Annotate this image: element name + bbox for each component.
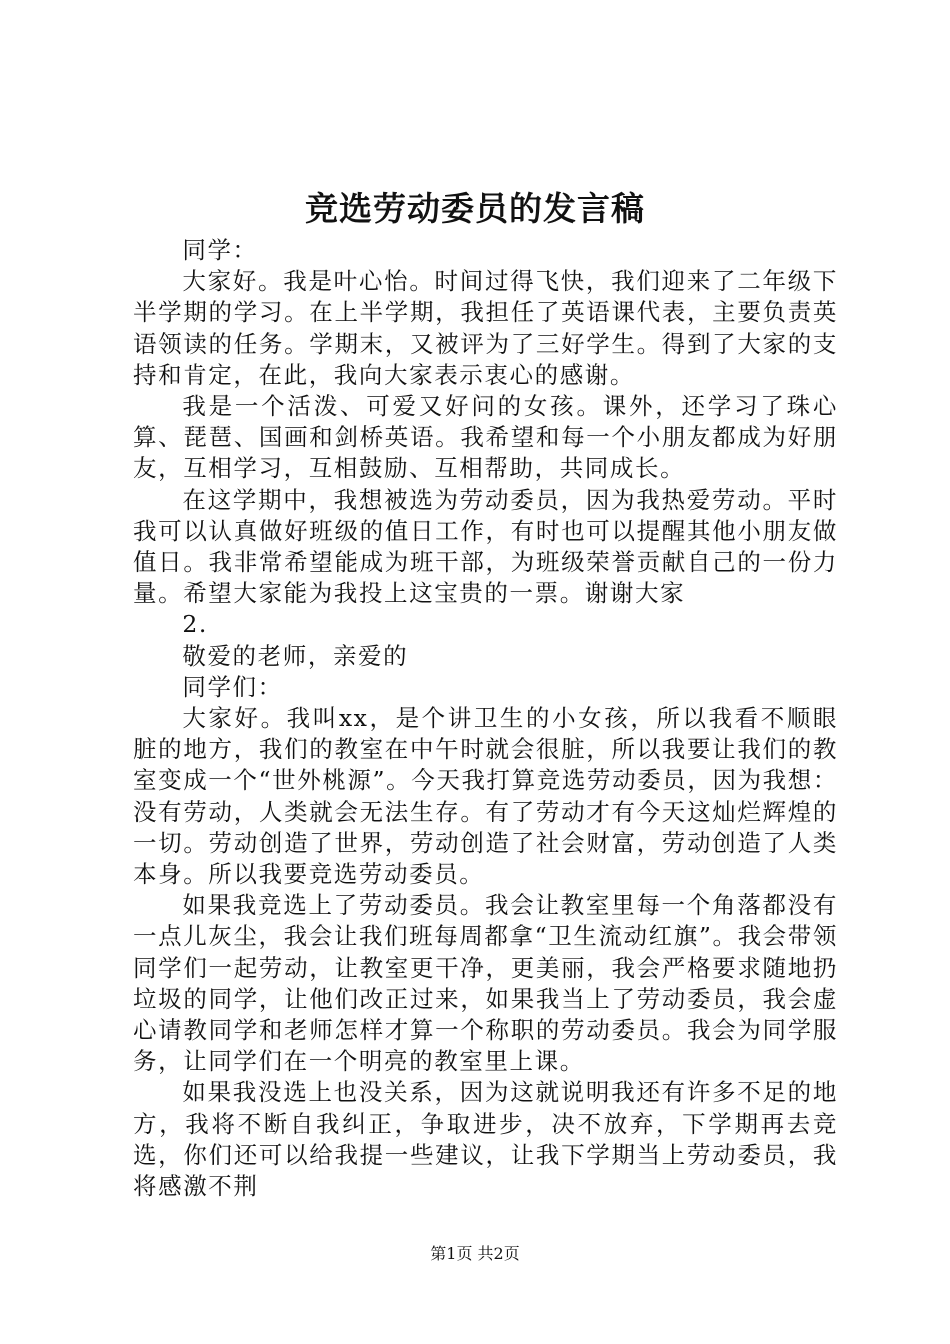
paragraph: 在这学期中，我想被选为劳动委员，因为我热爱劳动。平时我可以认真做好班级的值日工作，有时也可以提醒其他小朋友做值日。我非常希望能成为班干部，为班级荣誉贡献自己的一份力量。希望大家能为我投上这宝贵的一票。谢谢大家: [133, 485, 838, 608]
paragraph-greeting: 同学：: [182, 236, 258, 264]
paragraph-salutation: 敬爱的老师，亲爱的: [182, 641, 409, 670]
document-body: [133, 235, 838, 1202]
section-number: 2.: [182, 610, 208, 639]
paragraph: 大家好。我是叶心怡。时间过得飞快，我们迎来了二年级下半学期的学习。在上半学期，我担任了英语课代表，主要负责英语领读的任务。学期末，又被评为了三好学生。得到了大家的支持和肯定，在此，我向大家表示衷心的感谢。: [133, 267, 838, 389]
page-footer: 第1页 共2页: [430, 1244, 520, 1263]
paragraph: 如果我没选上也没关系，因为这就说明我还有许多不足的地方，我将不断自我纠正，争取进步，决不放弃，下学期再去竞选，你们还可以给我提一些建议，让我下学期当上劳动委员，我将感激不荆: [133, 1078, 838, 1201]
paragraph-greeting: 同学们：: [182, 672, 283, 701]
paragraph: 如果我竞选上了劳动委员。我会让教室里每一个角落都没有一点儿灰尘，我会让我们班每周都拿“卫生流动红旗”。我会带领同学们一起劳动，让教室更干净，更美丽，我会严格要求随地扔垃圾的同学，让他们改正过来，如果我当上了劳动委员，我会虚心请教同学和老师怎样才算一个称职的劳动委员。我会为同学服务，让同学们在一个明亮的教室里上课。: [133, 891, 838, 1076]
paragraph: 大家好。我叫xx，是个讲卫生的小女孩，所以我看不顺眼脏的地方，我们的教室在中午时就会很脏，所以我要让我们的教室变成一个“世外桃源”。今天我打算竞选劳动委员，因为我想：没有劳动，人类就会无法生存。有了劳动才有今天这灿烂辉煌的一切。劳动创造了世界，劳动创造了社会财富，劳动创造了人类本身。所以我要竞选劳动委员。: [133, 704, 838, 889]
paragraph: 我是一个活泼、可爱又好问的女孩。课外，还学习了珠心算、琵琶、国画和剑桥英语。我希望和每一个小朋友都成为好朋友，互相学习，互相鼓励、互相帮助，共同成长。: [133, 392, 838, 483]
document-title: 竞选劳动委员的发言稿: [305, 189, 645, 228]
